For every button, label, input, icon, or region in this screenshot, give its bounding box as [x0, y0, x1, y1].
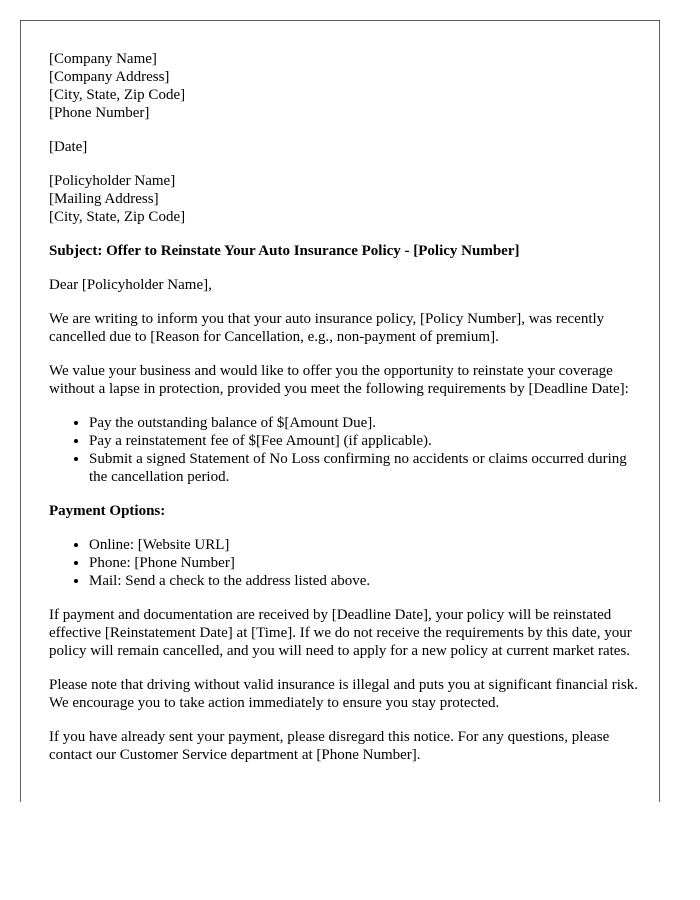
requirement-item: • Submit a signed Statement of No Loss confirming no accidents or claims occurred during the cancellation period. [89, 450, 639, 486]
intro-paragraph: We are writing to inform you that your auto insurance policy, [Policy Number], was recently cancelled due to [Reason for Cancellation, e.g., non-payment of premium]. [49, 311, 605, 345]
payment-options-heading: Payment Options: [49, 503, 166, 519]
salutation: Dear [Policyholder Name], [49, 277, 212, 293]
letter-date: [Date] [49, 139, 88, 155]
requirement-item: • Pay a reinstatement fee of $[Fee Amount] (if applicable). [89, 432, 639, 450]
payment-option-item: • Phone: [Phone Number] [89, 554, 639, 572]
payment-option-item: • Mail: Send a check to the address listed above. [89, 572, 639, 590]
offer-paragraph: We value your business and would like to offer you the opportunity to reinstate your coverage without a lapse in protection, provided you meet the following requirements by [Deadline Date]: [49, 363, 629, 397]
recipient-mailing-address: [Mailing Address] [49, 191, 159, 207]
closing-paragraph: If you have already sent your payment, please disregard this notice. For any questions, please contact our Customer Service department at [Phone Number]. [49, 729, 610, 763]
requirements-list [49, 414, 639, 486]
warning-paragraph: Please note that driving without valid insurance is illegal and puts you at significant financial risk. We encourage you to take action immediately to ensure you stay protected. [49, 677, 639, 711]
letter-content [49, 50, 639, 780]
company-city-state-zip: [City, State, Zip Code] [49, 87, 186, 103]
sender-block [49, 50, 639, 122]
company-phone: [Phone Number] [49, 105, 150, 121]
payment-option-item: • Online: [Website URL] [89, 536, 639, 554]
letter-page [20, 20, 660, 802]
recipient-name: [Policyholder Name] [49, 173, 176, 189]
letter-subject: Subject: Offer to Reinstate Your Auto Insurance Policy - [Policy Number] [49, 243, 520, 259]
reinstatement-paragraph: If payment and documentation are received by [Deadline Date], your policy will be reinstated effective [Reinstatement Date] at [Time]. If we do not receive the requirements by this date, your policy will remain cancelled, and you will need to apply for a new policy at current market rates. [49, 607, 632, 659]
requirement-item: • Pay the outstanding balance of $[Amount Due]. [89, 414, 639, 432]
payment-options-list [49, 536, 639, 590]
recipient-city-state-zip: [City, State, Zip Code] [49, 209, 186, 225]
recipient-block [49, 172, 639, 226]
company-address: [Company Address] [49, 69, 170, 85]
date-block [49, 138, 639, 156]
company-name: [Company Name] [49, 51, 157, 67]
